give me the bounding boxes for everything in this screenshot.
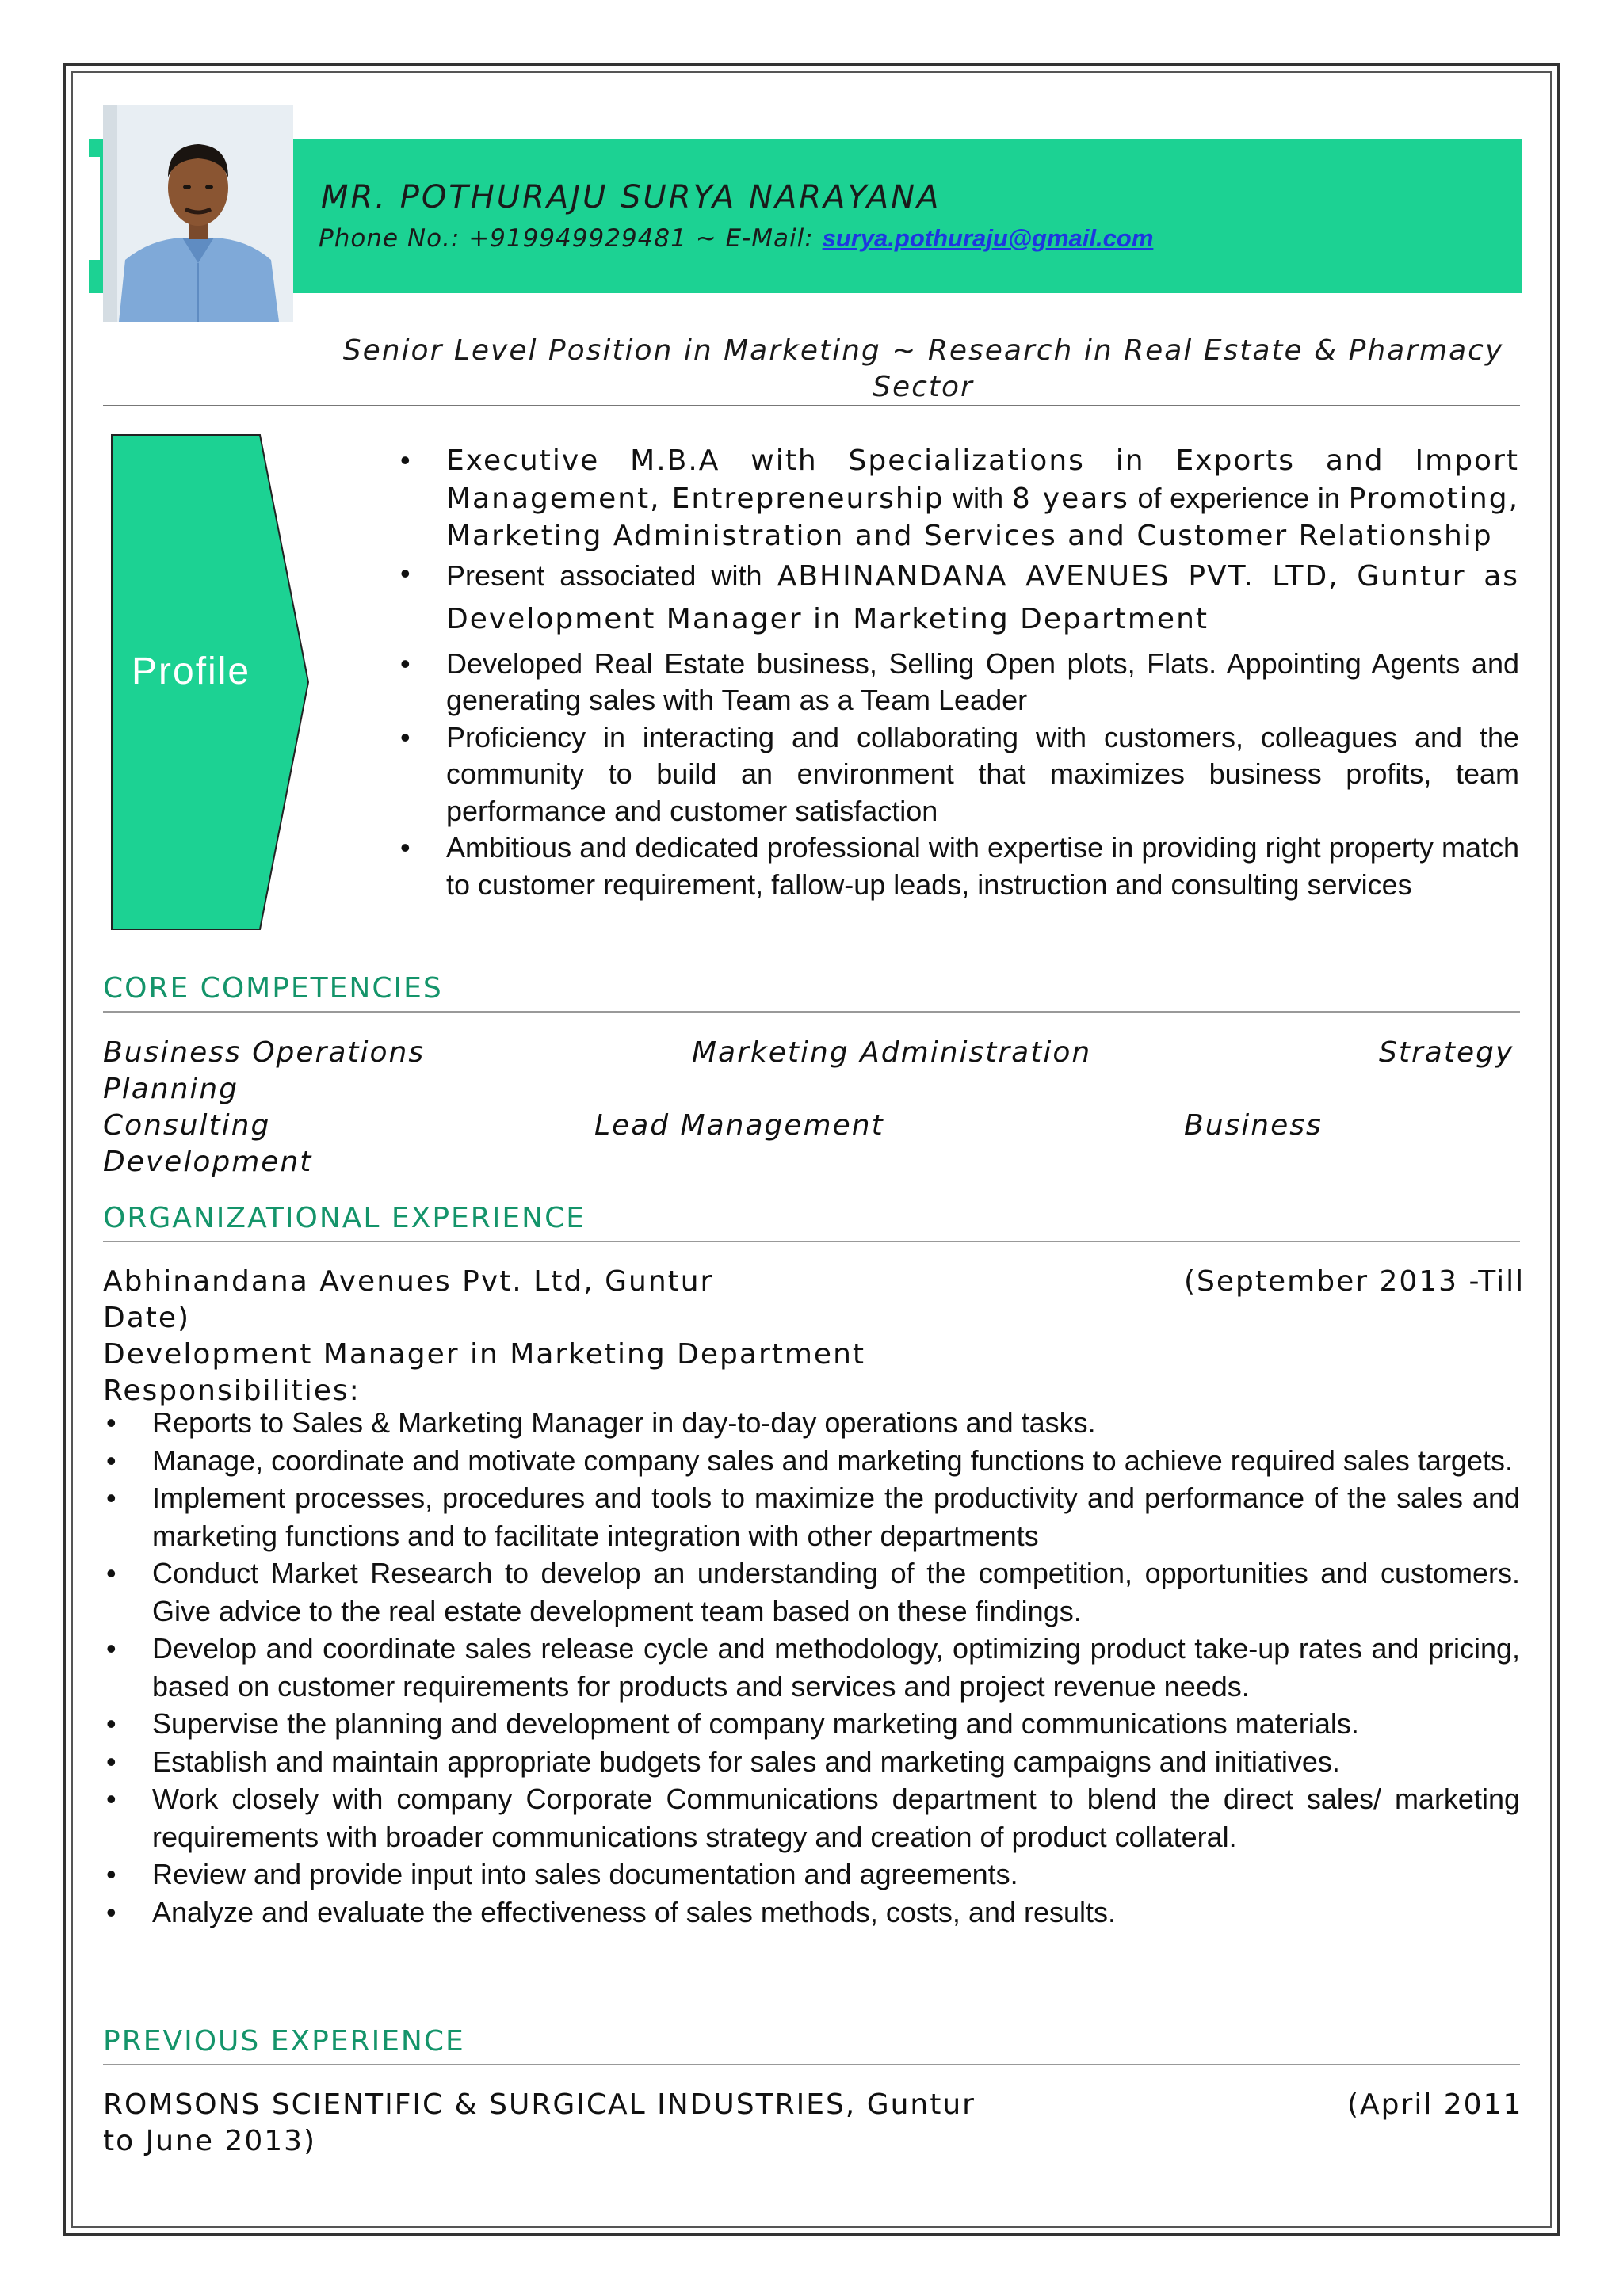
competency: Development [103, 1146, 313, 1178]
list-item: • Implement processes, procedures and tools to maximize the productivity and performance of the sales and marketing functions and to facilitate integration with other departments [103, 1479, 1520, 1554]
competency: Marketing Administration [692, 1036, 1092, 1069]
list-item: • Analyze and evaluate the effectiveness of sales methods, costs, and results. [103, 1894, 1520, 1932]
profile-item: • Present associated with ABHINANDANA AVENUES PVT. LTD, Guntur as Development Manager in Marketing Department [400, 555, 1519, 641]
employment-period: (September 2013 -Till [1184, 1265, 1526, 1298]
profile-item: • Ambitious and dedicated professional with expertise in providing right property match to customer requirement, fallow-up leads, instruction and consulting services [400, 830, 1519, 903]
responsibilities-label: Responsibilities: [103, 1375, 361, 1407]
profile-item: • Executive M.B.A with Specializations in Exports and Import Management, Entrepreneurship with 8 years of experience in Promoting, Marketing Administration and Services and Customer Relationship [400, 442, 1519, 555]
previous-experience-heading: PREVIOUS EXPERIENCE [103, 2025, 465, 2058]
competency: Lead Management [594, 1109, 884, 1142]
job-title: Development Manager in Marketing Department [103, 1338, 866, 1371]
divider [103, 1011, 1520, 1013]
competency: Business [1184, 1109, 1323, 1142]
org-experience-heading: ORGANIZATIONAL EXPERIENCE [103, 1202, 586, 1234]
profile-label: Profile [132, 650, 251, 692]
list-item: • Work closely with company Corporate Communications department to blend the direct sales/ marketing requirements with broader communications strategy and creation of product collateral. [103, 1780, 1520, 1855]
contact-line [319, 224, 1153, 253]
contact-phone: Phone No.: +919949929481 ~ E-Mail: [319, 224, 823, 253]
candidate-name: MR. POTHURAJU SURYA NARAYANA [321, 179, 941, 215]
profile-photo [103, 105, 293, 322]
career-objective: Senior Level Position in Marketing ~ Research in Real Estate & Pharmacy Sector [342, 334, 1504, 403]
competency: Planning [103, 1073, 239, 1105]
responsibilities-list [103, 1404, 1520, 1931]
competency: Strategy [1379, 1036, 1514, 1069]
email-link[interactable]: surya.pothuraju@gmail.com [822, 224, 1154, 252]
list-item: • Supervise the planning and development of company marketing and communications materials. [103, 1705, 1520, 1743]
divider [103, 1241, 1520, 1242]
profile-list [400, 442, 1519, 903]
profile-item: • Developed Real Estate business, Selling Open plots, Flats. Appointing Agents and generating sales with Team as a Team Leader [400, 646, 1519, 719]
list-item: • Establish and maintain appropriate budgets for sales and marketing campaigns and initiatives. [103, 1743, 1520, 1781]
divider [103, 2064, 1520, 2065]
competency: Consulting [103, 1109, 271, 1142]
company-name: Abhinandana Avenues Pvt. Ltd, Guntur [103, 1265, 714, 1298]
list-item: • Reports to Sales & Marketing Manager in day-to-day operations and tasks. [103, 1404, 1520, 1442]
employment-period-wrap: Date) [103, 1302, 191, 1334]
list-item: • Manage, coordinate and motivate company sales and marketing functions to achieve required sales targets. [103, 1442, 1520, 1480]
banner-notch [89, 157, 100, 260]
previous-period-wrap: to June 2013) [103, 2125, 317, 2157]
list-item: • Develop and coordinate sales release cycle and methodology, optimizing product take-up rates and pricing, based on customer requirements for products and services and project revenue needs. [103, 1630, 1520, 1705]
header-banner [89, 139, 1522, 293]
previous-company: ROMSONS SCIENTIFIC & SURGICAL INDUSTRIES, Guntur [103, 2088, 976, 2121]
list-item: • Review and provide input into sales documentation and agreements. [103, 1855, 1520, 1894]
profile-item: • Proficiency in interacting and collaborating with customers, colleagues and the community to build an environment that maximizes business profits, team performance and customer satisfaction [400, 719, 1519, 830]
competency: Business Operations [103, 1036, 426, 1069]
list-item: • Conduct Market Research to develop an understanding of the competition, opportunities and customers. Give advice to the real estate development team based on these findings. [103, 1554, 1520, 1630]
previous-period: (April 2011 [1347, 2088, 1523, 2121]
core-competencies-heading: CORE COMPETENCIES [103, 972, 443, 1005]
divider [103, 405, 1520, 406]
